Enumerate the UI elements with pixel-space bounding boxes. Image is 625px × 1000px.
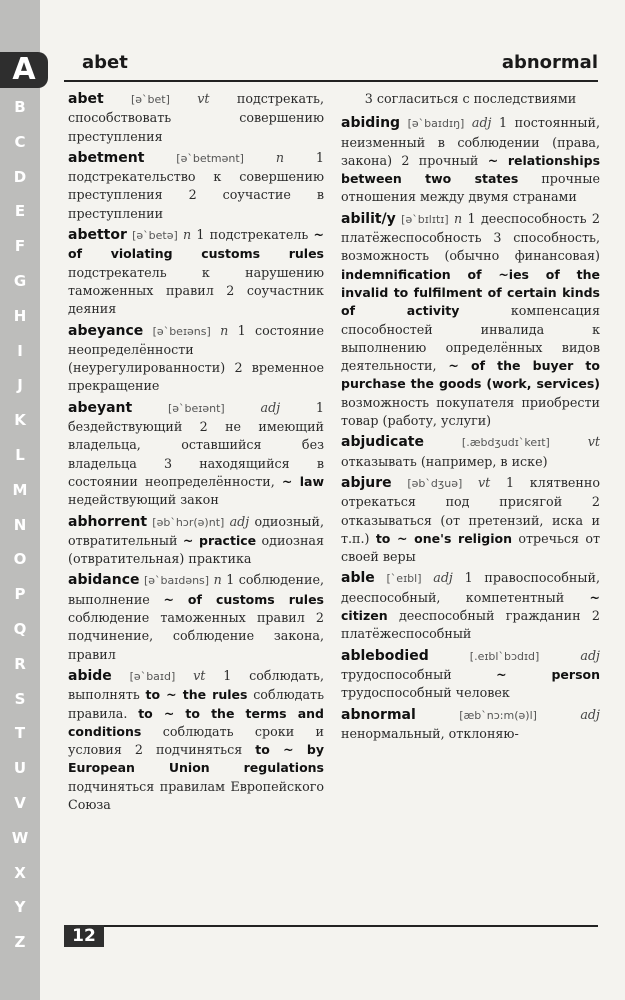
thumb-letter: X: [14, 863, 26, 882]
thumb-letter: B: [14, 98, 26, 116]
thumb-index: [0, 0, 40, 1000]
definition-text: подстрекать, способствовать совершению преступления: [68, 91, 324, 144]
right-column: [341, 90, 600, 746]
grammar-label: adj: [580, 647, 600, 663]
thumb-letter: I: [17, 341, 23, 360]
phrase: to ~ the rules: [145, 687, 248, 703]
definition-text: 1 дееспособность 2 платёжеспособность 3 способность, возможность (обычно финансовая): [341, 210, 600, 264]
pronunciation: [ə`betmənt]: [176, 151, 244, 165]
headword: abetment: [68, 149, 145, 166]
grammar-label: adj: [229, 513, 250, 529]
left-column: [68, 90, 324, 817]
pronunciation: [əb`hɔr(ə)nt]: [152, 515, 225, 529]
headword: ablebodied: [341, 647, 429, 664]
thumb-letter: J: [17, 376, 23, 395]
definition-text: 1 подстрекатель: [191, 227, 314, 243]
definition-text: компенсация способностей инвалида к выполнению определённых видов деятельности,: [341, 303, 600, 374]
definition-text: [550, 434, 588, 449]
definition-text: [464, 115, 472, 130]
definition-text: ненормальный, отклоняю-: [341, 725, 519, 741]
thumb-letter: S: [14, 689, 26, 708]
definition-text: 1 бездействующий 2 не имеющий владельца, оставшийся без владельца 3 находящийся в состоянии неопределённости,: [68, 399, 324, 489]
dictionary-entry: [68, 667, 324, 814]
grammar-label: adj: [580, 706, 600, 722]
dictionary-entry: [341, 210, 600, 431]
definition-text: трудоспособный человек: [341, 685, 510, 701]
dictionary-entry: [341, 114, 600, 206]
definition-text: 1 соблюдение, выполнение: [68, 572, 324, 607]
definition-text: соблюдение таможенных правил 2 подчинение, соблюдение закона, правил: [68, 610, 324, 662]
definition-text: соблюдать правила.: [68, 687, 324, 721]
thumb-letter: Z: [14, 933, 26, 952]
pronunciation: [ə`bɪlɪtɪ]: [401, 212, 449, 226]
definition-text: одиозный, отвратительный: [68, 513, 324, 548]
headword: abiding: [341, 115, 401, 132]
definition-text: 1 подстрекательство к совершению преступления 2 соучастие в преступлении: [68, 149, 324, 221]
phrase: ~ of customs rules: [163, 591, 324, 607]
headword: abhorrent: [68, 513, 148, 530]
definition-text: [462, 475, 478, 490]
grammar-label: n: [454, 210, 463, 226]
thumb-letter: Y: [14, 898, 26, 917]
headword: abettor: [68, 227, 127, 244]
definition-text: [424, 434, 462, 449]
definition-text: отказывать (например, в иске): [341, 453, 548, 469]
pronunciation: [æb`nɔ:m(ə)l]: [459, 708, 537, 722]
headword: abjure: [341, 474, 392, 491]
thumb-letter: G: [13, 271, 27, 290]
letter-index-list: [0, 90, 40, 960]
definition-text: [537, 707, 580, 722]
dictionary-entry: [68, 513, 324, 569]
dictionary-entry: [341, 474, 600, 566]
grammar-label: vt: [587, 434, 600, 450]
definition-text: [175, 668, 193, 683]
grammar-label: adj: [260, 399, 281, 415]
grammar-label: adj: [471, 115, 492, 131]
definition-text: [429, 648, 470, 663]
thumb-letter: P: [14, 585, 26, 604]
definition-text: [392, 475, 408, 490]
thumb-letter: V: [14, 793, 26, 812]
headword: abeyance: [68, 322, 144, 339]
headword: abeyant: [68, 399, 133, 416]
definition-text: 1 постоянный, неизменный в соблюдении (права, закона) 2 прочный: [341, 115, 600, 168]
definition-text: дееспособный гражданин 2 платёжеспособный: [341, 608, 600, 642]
definition-text: [539, 648, 580, 663]
grammar-label: n: [275, 149, 285, 165]
definition-text: подчиняться правилам Европейского Союза: [68, 778, 324, 812]
continued-entry: 3 согласиться с последствиями: [364, 91, 577, 106]
dictionary-entry: [68, 322, 324, 396]
phrase: ~ relationships between two states: [341, 152, 601, 187]
definition-text: недействующий закон: [68, 492, 219, 508]
header-first-word: abet: [82, 52, 128, 73]
pronunciation: [ə`bet]: [131, 93, 170, 106]
header-last-word: abnormal: [501, 52, 598, 73]
headword: abet: [68, 91, 104, 107]
definition-text: [416, 707, 459, 722]
headword: abide: [68, 667, 112, 684]
thumb-letter: W: [11, 828, 29, 847]
thumb-letter: H: [13, 306, 27, 325]
thumb-letter: N: [13, 515, 27, 534]
definition-text: [170, 91, 197, 106]
phrase: to ~ to the terms and conditions: [68, 705, 324, 739]
pronunciation: [.æbdʒudɪ`keɪt]: [461, 436, 550, 450]
dictionary-entry: [68, 399, 324, 510]
header-rule: [64, 80, 598, 82]
grammar-label: vt: [193, 667, 206, 683]
thumb-letter: L: [15, 445, 25, 464]
thumb-letter: T: [14, 724, 26, 743]
thumb-letter: M: [12, 480, 28, 499]
dictionary-entry: [68, 90, 324, 146]
page-number: 12: [64, 925, 104, 947]
headword: abilit/y: [341, 210, 396, 227]
dictionary-entry: [68, 149, 324, 223]
phrase: ~ practice: [182, 532, 257, 548]
thumb-letter: K: [14, 411, 26, 430]
definition-text: [422, 570, 434, 585]
pronunciation: [ə`baɪdəns]: [143, 574, 210, 588]
thumb-letter: E: [14, 202, 26, 221]
pronunciation: [ə`beɪəns]: [152, 324, 211, 338]
phrase: to ~ one's religion: [375, 530, 512, 546]
definition-text: [143, 323, 152, 338]
pronunciation: [əb`dʒuə]: [407, 476, 463, 490]
dictionary-entry: [68, 571, 324, 663]
definition-text: возможность покупателя приобрести товар (работу, услуги): [341, 394, 600, 429]
headword: abidance: [68, 572, 140, 589]
headword: able: [341, 570, 375, 587]
grammar-label: n: [213, 572, 222, 588]
pronunciation: [ə`baɪd]: [129, 669, 176, 683]
phrase: ~ person: [496, 666, 600, 682]
thumb-letter: D: [13, 167, 27, 186]
pronunciation: [`eɪbl]: [386, 572, 422, 586]
phrase: ~ of violating customs rules: [68, 227, 324, 262]
definition-text: одиозная (отвратительная) практика: [68, 532, 324, 567]
definition-text: соблюдать сроки и условия 2 подчиняться: [68, 723, 324, 758]
current-letter-tab: A: [0, 52, 48, 88]
dictionary-entry: [341, 569, 600, 643]
definition-text: трудоспособный: [341, 666, 497, 682]
thumb-letter: F: [14, 237, 26, 256]
dictionary-entry: [341, 706, 600, 744]
definition-text: 1 соблюдать, выполнять: [68, 667, 324, 703]
definition-text: отречься от своей веры: [341, 530, 600, 565]
pronunciation: [ə`baɪdɪŋ]: [407, 117, 465, 131]
phrase: indemnification of ~ies of the invalid to fulfilment of certain kinds of activity: [341, 266, 600, 319]
phrase: ~ citizen: [341, 589, 600, 624]
thumb-letter: C: [14, 132, 26, 151]
phrase: ~ law: [281, 473, 324, 489]
phrase: ~ of the buyer to purchase the goods (work, services): [341, 358, 600, 392]
definition-text: 1 состояние неопределённости (неурегулированности) 2 временное прекращение: [68, 322, 324, 394]
thumb-letter: R: [14, 654, 26, 673]
definition-text: [225, 400, 261, 415]
footer-rule: [104, 925, 598, 927]
right-entries: [341, 114, 600, 743]
phrase: to ~ by European Union regulations: [68, 742, 324, 776]
grammar-label: n: [183, 227, 192, 243]
pronunciation: [.eɪbl`bɔdɪd]: [469, 649, 540, 663]
thumb-letter: U: [13, 759, 27, 778]
definition-text: 1 клятвенно отрекаться под присягой 2 отказываться (от претензий, иска и т.п.): [341, 474, 600, 546]
definition-text: [132, 400, 168, 415]
definition-text: прочные отношения между двумя странами: [341, 171, 600, 205]
dictionary-entry: [341, 433, 600, 471]
grammar-label: vt: [478, 474, 491, 490]
grammar-label: vt: [197, 91, 210, 106]
definition-text: [400, 115, 408, 130]
definition-text: подстрекатель к нарушению таможенных правил 2 соучастник деяния: [68, 264, 324, 317]
grammar-label: n: [220, 322, 229, 338]
definition-text: [375, 570, 387, 585]
definition-text: [244, 150, 276, 165]
dictionary-entry: [68, 226, 324, 318]
headword: abnormal: [341, 706, 416, 723]
dictionary-entry: [341, 647, 600, 703]
pronunciation: [ə`beɪənt]: [167, 401, 225, 415]
thumb-letter: Q: [13, 619, 27, 638]
grammar-label: adj: [433, 570, 453, 586]
pronunciation: [ə`betə]: [132, 229, 178, 243]
definition-text: [144, 150, 176, 165]
definition-text: [211, 323, 220, 338]
definition-text: 1 правоспособный, дееспособный, компетентный: [341, 570, 600, 605]
headword: abjudicate: [341, 434, 424, 451]
definition-text: [112, 668, 130, 683]
definition-text: [104, 91, 131, 106]
thumb-letter: O: [13, 550, 27, 569]
